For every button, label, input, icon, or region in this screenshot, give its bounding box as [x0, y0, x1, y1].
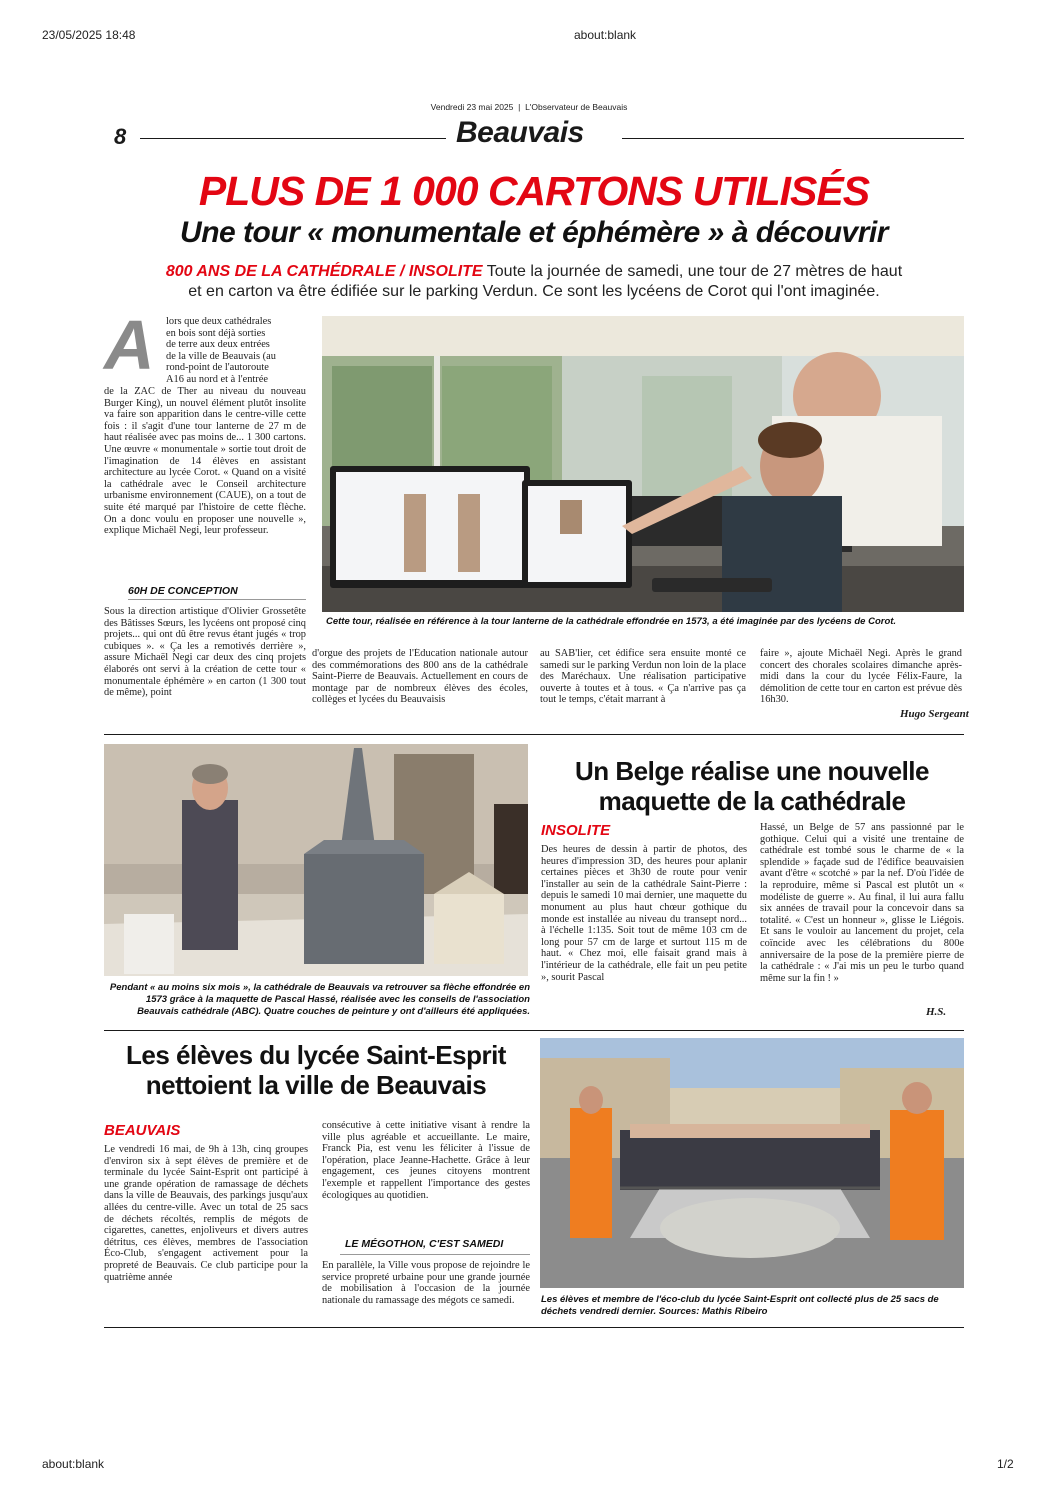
article1-photo-caption: Cette tour, réalisée en référence à la tour lanterne de la cathédrale effondrée en 1573, a été imaginée par des lycéens de Corot. — [326, 616, 897, 627]
article1-col1-intro — [166, 316, 306, 386]
article3-headline-line2: nettoient la ville de Beauvais — [145, 1070, 487, 1100]
article1-col1b-text: Sous la direction artistique d'Olivier Grossetête des Bâtisses Sœurs, les lycéens ont proposé cinq projets... qui ont dû être revus étant jugés « trop cubiques ». « Ça les a remotivés derrière », assure Michaël Negi car deux des cinq projets élaborés ont servi à la création de cette tour « monumentale éphémère » en carton (1 300 tout de même), point — [104, 606, 306, 699]
intro-line: rond-point de l'autoroute — [166, 362, 269, 374]
print-title: about:blank — [574, 28, 637, 42]
article3-kicker: BEAUVAIS — [104, 1122, 181, 1139]
article1-signature: Hugo Sergeant — [900, 708, 969, 720]
article2-col1-text: Des heures de dessin à partir de photos, des heures d'impression 3D, des heures pour aplanir certaines pièces et 3h30 de route pour venir l'installer au sein de la cathédrale Saint-Pierre : depuis le samedi 10 mai dernier, une maquette du monument au plus haut chœur gothique du monde est installée au niveau du transept nord... à l'échelle 1:135. Soit tout de même 103 cm de long pour 57 cm de large et surtout 115 m de haut. « Chez moi, elle faisait grand mais à l'intérieur de la cathédrale, elle fait un peu petite », sourit Pascal — [541, 844, 747, 983]
masthead-date-line — [0, 102, 1058, 112]
article1-dropcap: A — [104, 306, 155, 384]
article2-col2-text: Hassé, un Belge de 57 ans passionné par le gothique. Celui qui a visité une trentaine de cathédrale est tombé sous le charme de « la splendide » façade sud de l'édifice beauvaisien avant d'être « scotché » par la nef. D'où l'idée de la reproduire, même si Pascal est plutôt un « modéliste de guerre ». Au final, il lui aura fallu six années de travail pour la concevoir dans sa totalité. « C'est un honneur », glisse le Liégois. Et sans le vouloir au lancement du projet, cela coïncide avec les célébrations du 800e anniversaire de la pose de la première pierre de la cathédrale : « J'ai mis un peu le turbo quand même sur la fin ! » — [760, 822, 964, 984]
article-divider — [104, 734, 964, 735]
article2-headline-line2: maquette de la cathédrale — [598, 786, 906, 816]
students-cleanup-photo-illustration — [540, 1038, 964, 1288]
article1-lede-part1: Toute la journée de samedi, une tour de 27 mètres de haut — [486, 263, 903, 280]
article2-signature: H.S. — [926, 1006, 947, 1018]
article2-headline-line1: Un Belge réalise une nouvelle — [575, 756, 929, 786]
article3-photo-caption: Les élèves et membre de l'éco-club du lycée Saint-Esprit ont collecté plus de 25 sacs de déchets vendredi dernier. Sources: Mathis Ribeiro — [541, 1294, 939, 1317]
intro-line: de la ville de Beauvais (au — [166, 350, 276, 362]
article1-lede-part2: et en carton va être édifiée sur le parking Verdun. Ce sont les lycéens de Corot qui l'ont imaginée. — [188, 283, 880, 300]
publication-name: L'Observateur de Beauvais — [525, 102, 628, 112]
article1-lede — [100, 262, 968, 302]
article1-kicker: 800 ANS DE LA CATHÉDRALE / INSOLITE — [165, 263, 483, 280]
subhead-rule — [128, 599, 306, 600]
intro-line: en bois sont déjà sorties — [166, 327, 266, 339]
bottom-rule — [104, 1327, 964, 1328]
classroom-photo-illustration — [322, 316, 964, 612]
article3-photo — [540, 1038, 964, 1288]
article1-headline: PLUS DE 1 000 CARTONS UTILISÉS — [198, 168, 870, 214]
article3-col2-text: consécutive à cette initiative visant à rendre la ville plus agréable et accueillante. Le maire, Franck Pia, est venu les féliciter à l'issue de l'opération, place Jeanne-Hachette. Grâce à leur engagement, ces jeunes citoyens montrent l'exemple et rappellent l'importance des gestes écologiques au quotidien. — [322, 1120, 530, 1201]
page-number: 8 — [114, 124, 127, 149]
article2-headline — [540, 756, 964, 816]
article1-col1-text: de la ZAC de Ther au niveau du nouveau Burger King), un nouvel élément plutôt insolite va faire son apparition dans le centre-ville cette fois : il s'agit d'une tour lanterne de 27 m de haut réalisée avec pas moins de... 1 300 cartons. Une œuvre « monumentale » sortie tout droit de l'imagination de 14 élèves en assistant architecture au lycée Corot. « Quand on a visité la cathédrale avec le Conseil architecture urbanisme environnement (CAUE), on a tout de suite été marqué par l'histoire de cette flèche. On a donc voulu en proposer une nouvelle », explique Michaël Negi, leur professeur. — [104, 386, 306, 537]
masthead-rule-left — [140, 138, 446, 139]
article3-col2b-text: En parallèle, la Ville vous propose de rejoindre le service propreté urbaine pour une grande journée de mobilisation à l'occasion de la journée nationale du ramassage des mégots ce samedi. — [322, 1260, 530, 1306]
subhead-rule — [340, 1254, 530, 1255]
date-separator: | — [518, 102, 521, 112]
article1-col3-text: au SAB'lier, cet édifice sera ensuite monté ce samedi sur le parking Verdun non loin de la place des Maréchaux. Une réalisation participative ouverte à toutes et à tous. « Ça n'arrive pas ça tout le temps, c'était marrant à — [540, 648, 746, 706]
article2-photo-caption: Pendant « au moins six mois », la cathédrale de Beauvais va retrouver sa flèche effondrée en 1573 grâce à la maquette de Pascal Hassé, réalisée avec les conseils de l'association Beauvais cathédrale (ABC). Quatre couches de peinture y ont d'ailleurs été appliquées. — [109, 982, 530, 1017]
date-line: Vendredi 23 mai 2025 — [430, 102, 514, 112]
article1-col2-text: d'orgue des projets de l'Éducation nationale autour des commémorations des 800 ans de la cathédrale Saint-Pierre de Beauvais. Actuellement en cours de montage par de nombreux élèves des écoles, collèges et lycées du Beauvaisis — [312, 648, 528, 706]
section-title: Beauvais — [456, 116, 584, 149]
masthead-rule-right — [622, 138, 964, 139]
print-page-count: 1/2 — [997, 1457, 1014, 1471]
article3-col1-text: Le vendredi 16 mai, de 9h à 13h, cinq groupes d'environ six à sept élèves de première et de terminale du lycée Saint-Esprit ont participé à une grande opération de ramassage de déchets dans la ville de Beauvais, des parkings jusqu'aux allées du centre-ville. Avec un total de 25 sacs de déchets récoltés, remplis de mégots de cigarettes, canettes, enjoliveurs et divers autres détritus, ces élèves, membres de l'association Éco-Club, s'engagent activement pour la propreté de Beauvais. Ce club participe pour la quatrième année — [104, 1144, 308, 1283]
intro-line: A16 au nord et à l'entrée — [166, 373, 268, 385]
article1-photo — [322, 316, 964, 612]
article2-kicker: INSOLITE — [541, 822, 611, 839]
article1-col4-text: faire », ajoute Michaël Negi. Après le grand concert des chorales scolaires dimanche après-midi dans la cour du lycée Félix-Faure, la démolition de cette tour en carton est prévue dès 16h30. — [760, 648, 962, 706]
article3-subhead: LE MÉGOTHON, C'EST SAMEDI — [345, 1238, 504, 1250]
article2-photo — [104, 744, 528, 976]
print-footer-url: about:blank — [42, 1457, 105, 1471]
article1-subhead: 60H DE CONCEPTION — [128, 585, 238, 597]
intro-line: lors que deux cathédrales — [166, 316, 272, 327]
article-divider — [104, 1030, 964, 1031]
article3-headline — [104, 1040, 528, 1100]
article3-headline-line1: Les élèves du lycée Saint-Esprit — [126, 1040, 506, 1070]
article1-subheadline: Une tour « monumentale et éphémère » à découvrir — [180, 216, 888, 249]
print-datetime: 23/05/2025 18:48 — [42, 28, 136, 42]
cathedral-model-photo-illustration — [104, 744, 528, 976]
intro-line: de terre aux deux entrées — [166, 339, 270, 351]
